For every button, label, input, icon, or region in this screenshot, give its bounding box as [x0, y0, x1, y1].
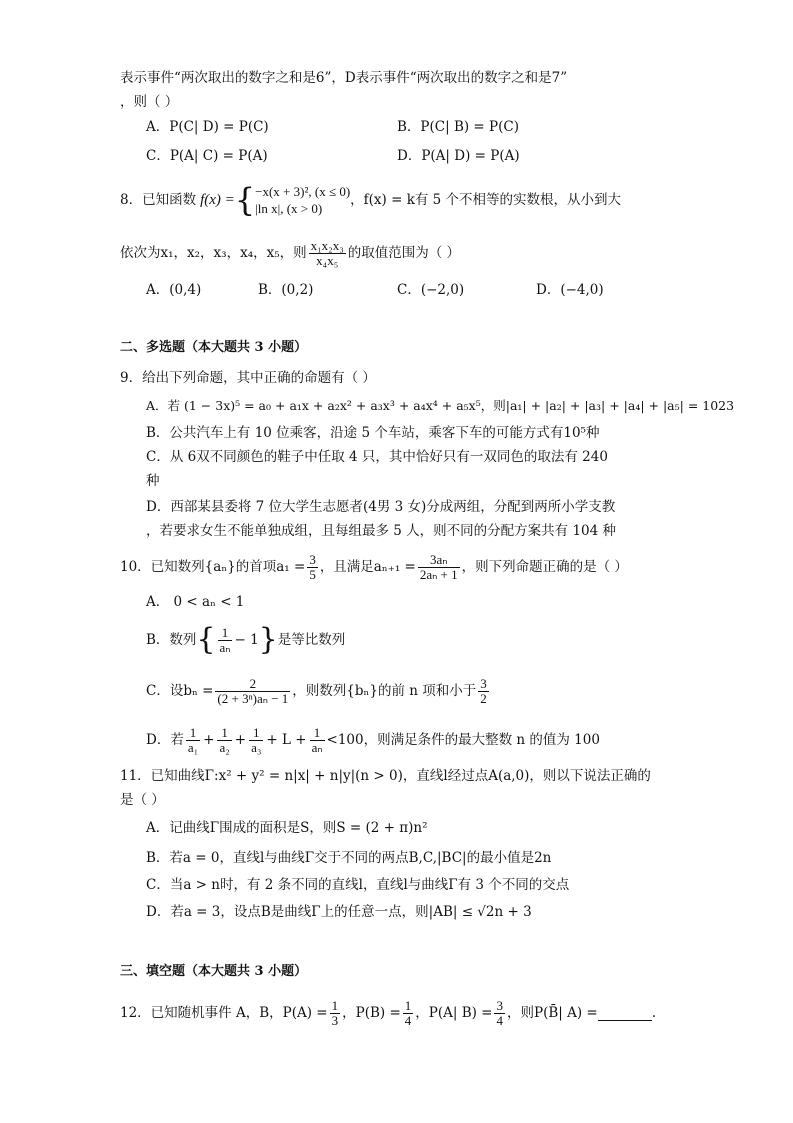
q10-optc-pre: C．设bₙ =	[146, 683, 214, 699]
q10-stem	[120, 550, 628, 584]
q10-optb-den: aₙ	[219, 639, 231, 655]
q10-optd-term-num: 1	[249, 726, 263, 741]
q10-suffix: ，则下列命题正确的是（ ）	[461, 559, 628, 575]
q8-line2-suffix: 的取值范围为（ ）	[347, 245, 461, 261]
section-heading-multiple-choice: 二、多选题（本大题共 3 小题）	[120, 340, 308, 355]
q10-optd-term-num: 1	[217, 726, 231, 741]
section-heading-fill-in: 三、填空题（本大题共 3 小题）	[120, 964, 308, 979]
q10-mid: ，且满足aₙ₊₁ =	[319, 559, 416, 575]
q10-optb-pre: B．数列	[146, 632, 197, 648]
q8-piece-2: |ln x|, (x > 0)	[255, 201, 323, 216]
q10-optd-term-num: 1	[186, 726, 200, 741]
q10-optc-fden: 2	[480, 690, 487, 706]
q12-prefix: 12．已知随机事件 A，B，P(A) =	[120, 1005, 328, 1021]
q7-option-c: C．P(A| C) = P(A)	[146, 148, 268, 164]
q10-recurrence-fraction	[418, 553, 460, 582]
q9-option-b: B．公共汽车上有 10 位乘客，沿途 5 个车站，乘客下车的可能方式有10⁵种	[146, 425, 600, 441]
q9-option-d-line1: D．西部某县委将 7 位大学生志愿者(4男 3 女)分成两组，分配到两所小学支教	[146, 499, 616, 515]
q7-stem-line2: ，则（ ）	[120, 94, 179, 110]
q10-optb-num: 1	[218, 626, 233, 641]
q10-first-num: 3	[309, 551, 316, 567]
q12-end: .	[651, 1005, 657, 1021]
q10-optd-term-1	[186, 726, 200, 755]
q11-option-d: D．若a = 3，设点B是曲线Γ上的任意一点，则|AB| ≤ √2n + 3	[146, 904, 532, 920]
q10-first-den: 5	[309, 566, 316, 582]
q12-pb-den: 4	[404, 1012, 412, 1028]
q10-optc-fnum: 3	[480, 675, 487, 691]
q10-option-c	[146, 672, 491, 710]
q8-roots: 依次为x₁，x₂，x₃，x₄，x₅，则	[120, 245, 307, 261]
q12-pab-den: 4	[496, 1012, 503, 1028]
q10-optd-term-den: a₁	[187, 739, 199, 755]
q10-optc-post: ，则数列{bₙ}的前 n 项和小于	[292, 683, 477, 699]
q10-optd-term-den: aₙ	[311, 739, 323, 755]
q10-optd-operator: + L +	[266, 732, 307, 748]
q8-option-d: D．(−4,0)	[536, 282, 604, 298]
q10-prefix: 10．已知数列{aₙ}的首项a₁ =	[120, 559, 306, 575]
q8-piecewise	[255, 183, 350, 217]
q8-stem-line1	[120, 180, 621, 220]
q12-pa-fraction	[330, 999, 341, 1028]
q10-optd-term-4	[310, 726, 325, 755]
q10-optd-operator: +	[203, 732, 215, 748]
q9-option-c-line1: C．从 6双不同颜色的鞋子中任取 4 只，其中恰好只有一双同色的取法有 240	[146, 449, 608, 465]
answer-blank[interactable]	[598, 1006, 652, 1021]
q12-mid1: ，P(B) =	[342, 1005, 401, 1021]
q8-suffix: ，f(x) = k有 5 个不相等的实数根，从小到大	[350, 192, 622, 208]
q12-stem	[120, 996, 656, 1030]
q10-optb-fraction	[218, 626, 233, 655]
q10-optd-term-3	[249, 726, 263, 755]
q10-rec-den: 2aₙ + 1	[419, 566, 458, 582]
right-brace: }	[258, 622, 278, 657]
q10-optd-term-den: a₃	[251, 739, 262, 755]
q12-pb-num: 1	[404, 997, 412, 1013]
q8-option-a: A．(0,4)	[146, 282, 202, 298]
q7-option-a: A．P(C| D) = P(C)	[146, 119, 269, 135]
q10-first-term-fraction	[307, 553, 318, 582]
q8-piece-1: −x(x + 3)², (x ≤ 0)	[255, 184, 351, 199]
q10-option-b	[146, 622, 345, 658]
q10-rec-num: 3aₙ	[418, 553, 460, 568]
q7-option-b: B．P(C| B) = P(C)	[397, 119, 519, 135]
q12-mid2: ，P(A| B) =	[415, 1005, 493, 1021]
q8-prefix: 8．已知函数	[120, 192, 197, 208]
q10-optc-bound-fraction	[478, 677, 489, 706]
left-brace: {	[196, 622, 216, 657]
q10-optc-fraction	[215, 677, 290, 706]
q8-function-name: f(x) =	[200, 192, 235, 208]
q12-pab-fraction	[494, 999, 505, 1028]
q11-option-b: B．若a = 0，直线l与曲线Γ交于不同的两点B,C,|BC|的最小值是2n	[146, 850, 552, 866]
q10-optd-post: <100，则满足条件的最大整数 n 的值为 100	[326, 732, 600, 748]
q7-stem-line1: 表示事件“两次取出的数字之和是6”，D表示事件“两次取出的数字之和是7”	[120, 70, 568, 86]
q10-option-a: A． 0 < aₙ < 1	[146, 594, 245, 610]
q10-optd-term-num: 1	[310, 726, 325, 741]
q10-optd-sum	[184, 726, 327, 755]
q11-option-c: C．当a > n时，有 2 条不同的直线l，直线l与曲线Γ有 3 个不同的交点	[146, 877, 570, 893]
q10-optd-operator: +	[234, 732, 247, 748]
q12-pb-fraction	[403, 999, 414, 1028]
q10-optd-pre: D．若	[146, 732, 184, 748]
q12-pab-num: 3	[496, 997, 503, 1013]
q10-option-d	[146, 722, 600, 758]
q12-mid3: ，则P(B̄| A) =	[506, 1005, 598, 1021]
q8-stem-line2	[120, 236, 460, 270]
q7-option-d: D．P(A| D) = P(A)	[397, 148, 520, 164]
q8-ratio-fraction	[309, 239, 346, 268]
q11-stem-line1: 11．已知曲线Γ:x² + y² = n|x| + n|y|(n > 0)，直线l经过点A(a,0)，则以下说法正确的	[120, 768, 651, 784]
q12-pa-num: 1	[331, 997, 339, 1013]
q9-option-d-line2: ，若要求女生不能单独成组，且每组最多 5 人，则不同的分配方案共有 104 种	[146, 523, 617, 539]
q10-optc-den: (2 + 3ⁿ)aₙ − 1	[217, 690, 289, 706]
q10-optb-mid: − 1	[234, 632, 259, 648]
q8-ratio-denominator: x₄x₅	[316, 252, 339, 268]
q10-optd-term-2	[217, 726, 231, 755]
q8-option-b: B．(0,2)	[258, 282, 314, 298]
q12-pa-den: 3	[331, 1012, 339, 1028]
q11-option-a: A．记曲线Γ围成的面积是S，则S = (2 + π)n²	[146, 820, 428, 836]
piecewise-brace: {	[234, 181, 256, 219]
q10-optb-post: 是等比数列	[277, 632, 346, 648]
q10-optd-term-den: a₂	[219, 739, 230, 755]
q8-option-c: C．(−2,0)	[397, 282, 465, 298]
q9-option-c-line2: 种	[146, 473, 160, 489]
q9-option-a: A．若 (1 − 3x)⁵ = a₀ + a₁x + a₂x² + a₃x³ + a₄x⁴ + a₅x⁵，则|a₁| + |a₂| + |a₃| + |a₄| + |a₅| = 1023	[146, 398, 735, 413]
q10-optc-num: 2	[215, 677, 290, 692]
q11-stem-line2: 是（ ）	[120, 792, 165, 808]
q9-stem: 9．给出下列命题，其中正确的命题有（ ）	[120, 370, 376, 386]
q8-ratio-numerator: x₁x₂x₃	[310, 237, 344, 253]
